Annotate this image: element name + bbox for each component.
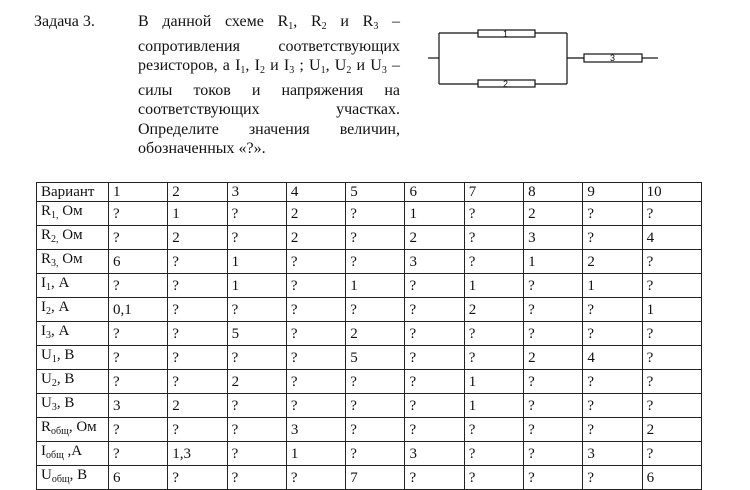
task-text-run: ; U [294, 57, 321, 74]
variant-number: 10 [642, 183, 701, 202]
table-row [37, 298, 702, 322]
variant-number: 3 [227, 183, 286, 202]
table-cell: ? [286, 274, 345, 298]
task-text-run: – силы токов и напряжения на соответствующих участках. Определите значения величин, обозначенных «?». [138, 57, 401, 157]
task-text-run: и I [264, 57, 290, 74]
table-cell: 2 [346, 322, 405, 346]
table-cell: 2 [286, 226, 345, 250]
row-label [37, 226, 109, 250]
table-cell: 1 [227, 250, 286, 274]
table-cell: ? [524, 394, 583, 418]
row-label-base: R [41, 227, 52, 244]
table-cell: ? [464, 346, 523, 370]
table-cell: ? [583, 418, 642, 442]
table-cell: 2 [227, 370, 286, 394]
table-cell: 2 [168, 394, 227, 418]
table-cell: ? [346, 298, 405, 322]
table-cell: ? [405, 394, 464, 418]
table-cell: 3 [405, 250, 464, 274]
table-cell: ? [286, 322, 345, 346]
table-cell: ? [168, 298, 227, 322]
row-label [37, 250, 109, 274]
table-cell: ? [405, 346, 464, 370]
table-row [37, 250, 702, 274]
row-label-base: R [41, 419, 52, 436]
task-text-run: , I [245, 57, 260, 74]
table-cell: ? [346, 442, 405, 466]
row-label-base: U [41, 347, 52, 364]
task-subscript: 3 [381, 65, 387, 76]
table-cell: ? [405, 322, 464, 346]
table-cell: ? [642, 346, 701, 370]
row-label [37, 322, 109, 346]
table-cell: ? [642, 274, 701, 298]
row-label-suffix: Ом [58, 227, 83, 244]
table-cell: 2 [405, 226, 464, 250]
table-cell: ? [405, 274, 464, 298]
table-cell: ? [168, 250, 227, 274]
table-cell: ? [464, 442, 523, 466]
row-label-suffix: , Ом [68, 419, 97, 436]
task-text-run: , U [325, 57, 347, 74]
table-cell: 3 [524, 226, 583, 250]
table-cell: 2 [642, 418, 701, 442]
table-cell: ? [109, 370, 168, 394]
table-cell: ? [227, 418, 286, 442]
table-cell: 3 [405, 442, 464, 466]
table-cell: 1 [464, 370, 523, 394]
table-cell: 2 [464, 298, 523, 322]
table-cell: ? [109, 442, 168, 466]
row-label-sub: 1 [46, 282, 51, 294]
row-label-sub: общ [51, 474, 70, 486]
table-cell: ? [346, 250, 405, 274]
row-label-suffix: , В [56, 395, 75, 412]
table-cell: ? [168, 322, 227, 346]
task-text-run: В данной схеме R [138, 13, 289, 30]
table-cell: 7 [346, 466, 405, 490]
table-cell: ? [227, 298, 286, 322]
table-cell: ? [464, 466, 523, 490]
row-label [37, 394, 109, 418]
row-label-sub: 2, [51, 234, 59, 246]
table-cell: ? [286, 250, 345, 274]
table-cell: 3 [583, 442, 642, 466]
table-cell: ? [464, 250, 523, 274]
table-cell: ? [405, 418, 464, 442]
row-label-suffix: , А [51, 275, 70, 292]
table-row [37, 202, 702, 226]
task-subscript: 1 [320, 65, 326, 76]
table-cell: ? [524, 274, 583, 298]
table-cell: ? [168, 370, 227, 394]
table-cell: ? [109, 226, 168, 250]
circuit-diagram [428, 20, 660, 100]
table-header-row [37, 183, 702, 202]
table-cell: 1 [524, 250, 583, 274]
task-subscript: 1 [288, 21, 294, 32]
table-row [37, 442, 702, 466]
variant-number: 6 [405, 183, 464, 202]
table-cell: ? [346, 226, 405, 250]
row-label-base: I [41, 323, 46, 340]
table-cell: 1 [227, 274, 286, 298]
table-cell: ? [168, 274, 227, 298]
row-label-suffix: , А [51, 299, 70, 316]
row-label [37, 274, 109, 298]
row-label-sub: 2 [46, 306, 51, 318]
row-label-sub: 1, [51, 210, 59, 222]
row-label-base: U [41, 371, 52, 388]
table-row [37, 226, 702, 250]
table-cell: ? [642, 322, 701, 346]
table-cell: ? [464, 202, 523, 226]
row-label-sub: общ [46, 450, 64, 462]
table-cell: 1 [464, 274, 523, 298]
table-cell: ? [109, 202, 168, 226]
row-label-suffix: , А [51, 323, 70, 340]
table-cell: ? [583, 322, 642, 346]
table-cell: 1 [464, 394, 523, 418]
row-label [37, 298, 109, 322]
row-label [37, 466, 109, 490]
row-label-base: R [41, 251, 52, 268]
row-label-base: U [41, 395, 52, 412]
row-label-sub: 2 [51, 378, 57, 390]
row-label-suffix: Ом [58, 251, 83, 268]
table-cell: ? [346, 370, 405, 394]
table-cell: 5 [346, 346, 405, 370]
table-cell: ? [642, 202, 701, 226]
table-row [37, 418, 702, 442]
row-label-suffix: , В [56, 371, 75, 388]
table-cell: ? [168, 466, 227, 490]
table-cell: 1 [642, 298, 701, 322]
table-cell: ? [583, 226, 642, 250]
table-cell: ? [168, 346, 227, 370]
row-label-base: I [41, 443, 46, 460]
table-cell: 2 [524, 202, 583, 226]
table-cell: 1 [346, 274, 405, 298]
table-cell: 5 [227, 322, 286, 346]
table-cell: ? [524, 298, 583, 322]
task-statement [138, 12, 400, 159]
row-label [37, 442, 109, 466]
table-cell: ? [109, 322, 168, 346]
task-text-run: и R [326, 13, 374, 30]
row-label-base: I [41, 275, 46, 292]
task-subscript: 2 [346, 65, 352, 76]
table-cell: ? [524, 418, 583, 442]
resistor-2-label: 2 [503, 79, 509, 89]
table-cell: ? [464, 226, 523, 250]
row-label-suffix: , В [56, 347, 75, 364]
table-cell: 2 [583, 250, 642, 274]
table-cell: 3 [286, 418, 345, 442]
table-cell: ? [346, 202, 405, 226]
table-cell: 6 [642, 466, 701, 490]
table-cell: ? [642, 442, 701, 466]
table-cell: ? [286, 298, 345, 322]
table-cell: 4 [583, 346, 642, 370]
row-label [37, 202, 109, 226]
row-label-suffix: ,А [63, 443, 83, 460]
table-row [37, 370, 702, 394]
table-cell: ? [109, 274, 168, 298]
table-cell: ? [524, 322, 583, 346]
table-cell: 6 [109, 250, 168, 274]
table-cell: ? [286, 394, 345, 418]
table-cell: ? [524, 370, 583, 394]
table-cell: ? [464, 322, 523, 346]
table-cell: ? [642, 394, 701, 418]
variant-number: 9 [583, 183, 642, 202]
resistor-3-label: 3 [610, 53, 616, 63]
variant-number: 8 [524, 183, 583, 202]
row-label-sub: 3, [51, 258, 59, 270]
table-cell: ? [583, 298, 642, 322]
table-cell: ? [286, 370, 345, 394]
table-cell: 1 [286, 442, 345, 466]
table-cell: ? [405, 298, 464, 322]
variant-number: 1 [109, 183, 168, 202]
task-subscript: 2 [321, 21, 327, 32]
table-cell: ? [227, 466, 286, 490]
task-text-run: и U [351, 57, 382, 74]
task-text-run: , R [293, 13, 322, 30]
table-cell: ? [642, 370, 701, 394]
table-cell: 1,3 [168, 442, 227, 466]
table-cell: 1 [405, 202, 464, 226]
task-subscript: 3 [289, 65, 295, 76]
row-label [37, 418, 109, 442]
table-cell: 3 [109, 394, 168, 418]
table-cell: ? [464, 418, 523, 442]
table-cell: 2 [286, 202, 345, 226]
table-row [37, 394, 702, 418]
table-cell: ? [524, 442, 583, 466]
table-cell: ? [227, 202, 286, 226]
row-label [37, 370, 109, 394]
table-cell: ? [346, 394, 405, 418]
table-cell: ? [583, 202, 642, 226]
row-label-suffix: Ом [58, 203, 83, 220]
table-cell: ? [346, 418, 405, 442]
task-label: Задача 3. [34, 13, 95, 30]
table-cell: ? [405, 466, 464, 490]
table-cell: ? [227, 394, 286, 418]
task-subscript: 3 [373, 21, 379, 32]
row-label-sub: 3 [51, 402, 57, 414]
table-cell: ? [227, 346, 286, 370]
table-cell: 2 [168, 226, 227, 250]
table-cell: ? [227, 226, 286, 250]
row-label [37, 346, 109, 370]
table-cell: ? [227, 442, 286, 466]
row-label-sub: 1 [51, 354, 57, 366]
table-row [37, 346, 702, 370]
table-cell: 4 [642, 226, 701, 250]
task-text-run: – сопротивления соответствующих резисторов, а I [138, 13, 401, 74]
task-subscript: 1 [240, 65, 246, 76]
table-cell: ? [405, 370, 464, 394]
table-cell: ? [168, 418, 227, 442]
variant-number: 2 [168, 183, 227, 202]
table-cell: ? [583, 466, 642, 490]
table-cell: 1 [583, 274, 642, 298]
variant-number: 7 [464, 183, 523, 202]
table-row [37, 274, 702, 298]
row-label-base: I [41, 299, 46, 316]
table-row [37, 466, 702, 490]
row-label-suffix: , В [69, 467, 88, 484]
table-row [37, 322, 702, 346]
row-label-base: U [41, 467, 52, 484]
table-cell: ? [286, 346, 345, 370]
table-cell: 1 [168, 202, 227, 226]
table-cell: ? [524, 466, 583, 490]
row-label-sub: 3 [46, 330, 51, 342]
table-cell: ? [583, 394, 642, 418]
table-cell: 0,1 [109, 298, 168, 322]
table-cell: ? [583, 370, 642, 394]
task-subscript: 2 [259, 65, 265, 76]
table-cell: ? [286, 466, 345, 490]
table-cell: ? [109, 418, 168, 442]
resistor-1-label: 1 [503, 29, 509, 39]
variants-table [36, 182, 702, 490]
row-label-sub: общ [51, 426, 69, 438]
table-cell: 6 [109, 466, 168, 490]
table-cell: ? [642, 250, 701, 274]
variant-number: 5 [346, 183, 405, 202]
variant-number: 4 [286, 183, 345, 202]
table-cell: 2 [524, 346, 583, 370]
header-variant-label: Вариант [37, 183, 109, 202]
row-label-base: R [41, 203, 52, 220]
table-cell: ? [109, 346, 168, 370]
